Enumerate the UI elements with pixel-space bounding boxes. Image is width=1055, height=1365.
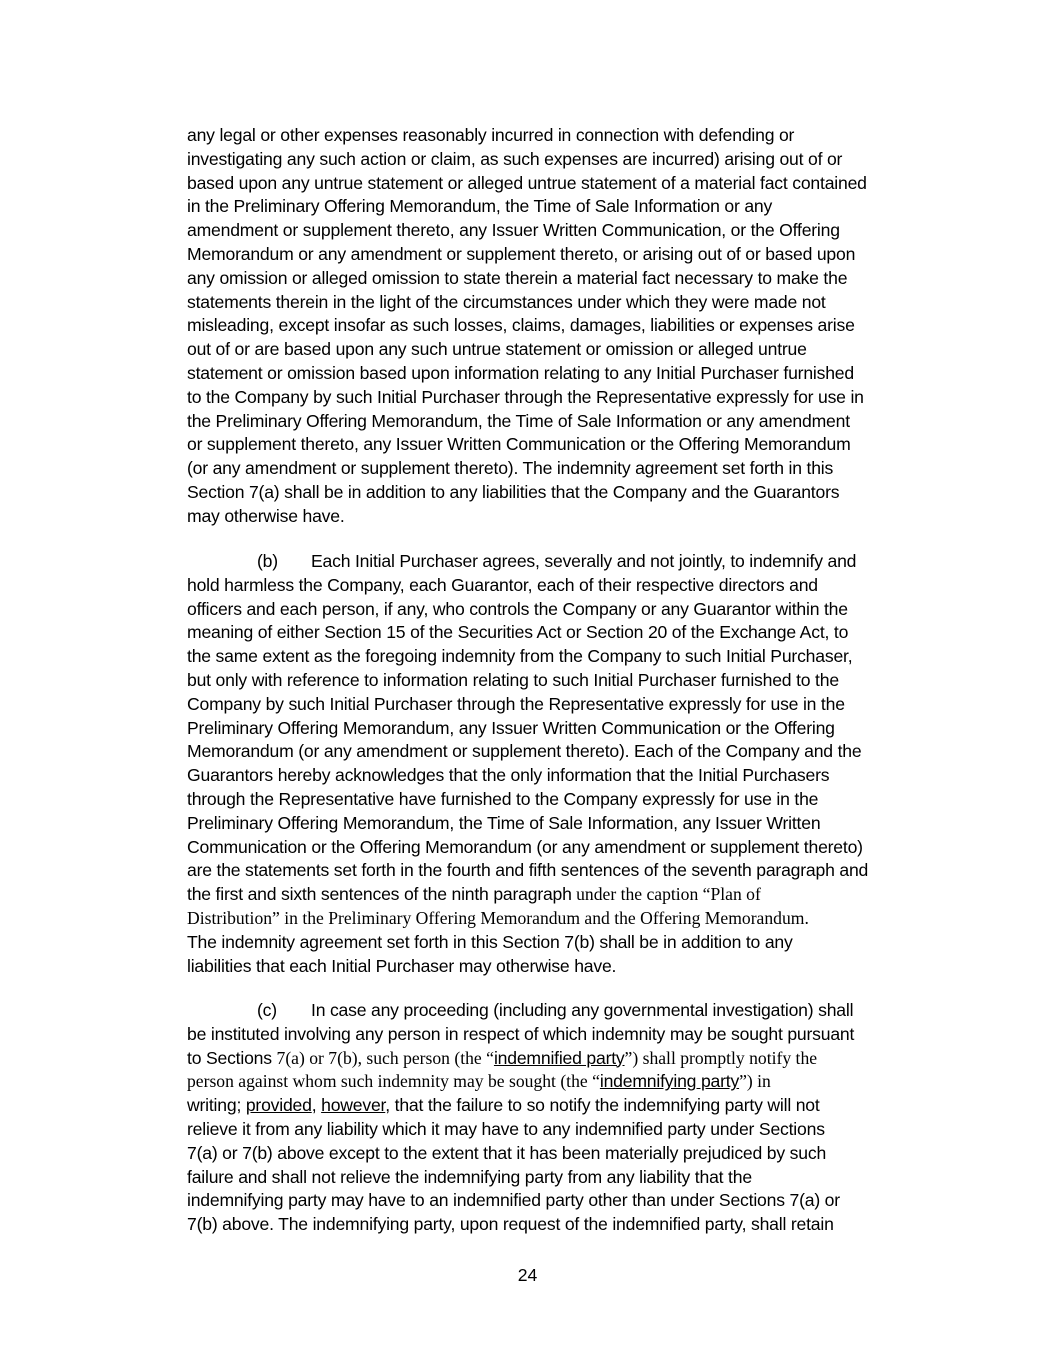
paragraph-a-continued <box>187 124 937 529</box>
text-line <box>187 1094 937 1118</box>
text-line: the same extent as the foregoing indemnity from the Company to such Initial Purchaser, <box>187 646 853 667</box>
text-run: , that the failure to so notify the indemnifying party will not <box>385 1095 820 1116</box>
text-line: investigating any such action or claim, as such expenses are incurred) arising out of or <box>187 148 843 169</box>
text-line: Communication or the Offering Memorandum (or any amendment or supplement thereto) <box>187 836 863 857</box>
text-line: 7(b) above. The indemnifying party, upon request of the indemnified party, shall retain <box>187 1214 834 1235</box>
text-run: In case any proceeding (including any governmental investigation) shall <box>311 1000 854 1020</box>
text-line: relieve it from any liability which it may have to any indemnified party under Sections <box>187 1118 825 1139</box>
text-line: may otherwise have. <box>187 505 345 526</box>
text-line <box>187 999 937 1023</box>
defined-term: indemnified party <box>493 1047 625 1068</box>
text-line: meaning of either Section 15 of the Securities Act or Section 20 of the Exchange Act, to <box>187 622 849 643</box>
text-line: or supplement thereto, any Issuer Written Communication or the Offering Memorandum <box>187 434 851 455</box>
emphasized-term: however <box>321 1095 386 1116</box>
text-run: ”) shall promptly notify the <box>624 1047 818 1068</box>
text-line: misleading, except insofar as such losses, claims, damages, liabilities or expenses arise <box>187 315 855 336</box>
text-line <box>187 883 937 907</box>
text-run: ”) in <box>739 1071 771 1092</box>
emphasized-term: provided <box>245 1095 312 1116</box>
text-line: to the Company by such Initial Purchaser through the Representative expressly for use in <box>187 386 864 407</box>
text-run: Each Initial Purchaser agrees, severally and not jointly, to indemnify and <box>311 551 857 571</box>
text-line: statements therein in the light of the circumstances under which they were made not <box>187 291 826 312</box>
text-line: Distribution” in the Preliminary Offering Memorandum and the Offering Memorandum. <box>187 907 809 928</box>
text-line: out of or are based upon any such untrue statement or omission or alleged untrue <box>187 339 807 360</box>
paragraph-c <box>187 999 937 1237</box>
text-run: , <box>311 1095 322 1116</box>
text-run: writing; <box>187 1095 246 1116</box>
text-line: Guarantors hereby acknowledges that the only information that the Initial Purchasers <box>187 765 830 786</box>
text-line <box>187 1070 937 1094</box>
text-line: are the statements set forth in the fourth and fifth sentences of the seventh paragraph and <box>187 860 869 881</box>
text-run: the first and sixth sentences of the ninth paragraph <box>187 884 572 905</box>
text-line: hold harmless the Company, each Guarantor, each of their respective directors and <box>187 574 818 595</box>
paragraph-label: (c) <box>257 1000 277 1020</box>
text-run: to Sections <box>187 1047 277 1068</box>
text-line: liabilities that each Initial Purchaser may otherwise have. <box>187 955 617 976</box>
paragraph-b <box>187 550 937 978</box>
text-line: Company by such Initial Purchaser through the Representative expressly for use in the <box>187 693 845 714</box>
text-line <box>187 550 937 574</box>
text-line: in the Preliminary Offering Memorandum, the Time of Sale Information or any <box>187 196 773 217</box>
text-line: Preliminary Offering Memorandum, the Time of Sale Information, any Issuer Written <box>187 812 821 833</box>
text-line: (or any amendment or supplement thereto). The indemnity agreement set forth in this <box>187 458 834 479</box>
text-line: statement or omission based upon information relating to any Initial Purchaser furnished <box>187 362 854 383</box>
text-line: the Preliminary Offering Memorandum, the Time of Sale Information or any amendment <box>187 410 850 431</box>
paragraph-label: (b) <box>257 551 278 571</box>
text-line: Section 7(a) shall be in addition to any liabilities that the Company and the Guarantors <box>187 481 840 502</box>
text-line: amendment or supplement thereto, any Issuer Written Communication, or the Offering <box>187 220 840 241</box>
text-line: any omission or alleged omission to state therein a material fact necessary to make the <box>187 267 848 288</box>
text-line: any legal or other expenses reasonably incurred in connection with defending or <box>187 125 795 145</box>
text-run: person against whom such indemnity may be sought (the “ <box>187 1071 600 1092</box>
text-line: The indemnity agreement set forth in this Section 7(b) shall be in addition to any <box>187 931 793 952</box>
text-line: 7(a) or 7(b) above except to the extent that it has been materially prejudiced by such <box>187 1142 827 1163</box>
text-line: indemnifying party may have to an indemnified party other than under Sections 7(a) or <box>187 1190 840 1211</box>
text-line: failure and shall not relieve the indemnifying party from any liability that the <box>187 1166 752 1187</box>
text-line: be instituted involving any person in respect of which indemnity may be sought pursuant <box>187 1023 855 1044</box>
text-line: through the Representative have furnished to the Company expressly for use in the <box>187 788 819 809</box>
text-line: officers and each person, if any, who controls the Company or any Guarantor within the <box>187 598 848 619</box>
text-line <box>187 1047 937 1071</box>
text-line: based upon any untrue statement or alleged untrue statement of a material fact contained <box>187 172 867 193</box>
text-line: Memorandum (or any amendment or supplement thereto). Each of the Company and the <box>187 741 862 762</box>
text-line: Preliminary Offering Memorandum, any Issuer Written Communication or the Offering <box>187 717 835 738</box>
text-run: 7(a) or 7(b), such person (the “ <box>276 1047 494 1068</box>
text-run: under the caption “Plan of <box>571 884 761 905</box>
text-line: but only with reference to information relating to such Initial Purchaser furnished to the <box>187 669 839 690</box>
defined-term: indemnifying party <box>599 1071 740 1092</box>
text-line: Memorandum or any amendment or supplement thereto, or arising out of or based upon <box>187 243 856 264</box>
page-number: 24 <box>517 1265 538 1285</box>
